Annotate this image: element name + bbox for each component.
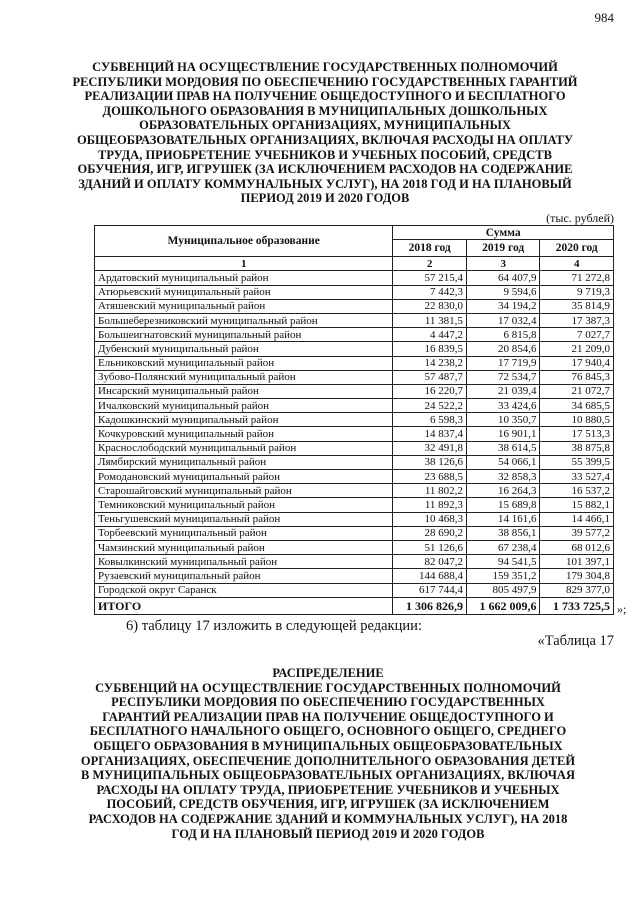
amount-2018: 10 468,3 — [393, 512, 467, 526]
amount-2019: 54 066,1 — [466, 455, 540, 469]
municipality-name: Краснослободский муниципальный район — [95, 441, 393, 455]
second-heading-title: РАСПРЕДЕЛЕНИЕ — [272, 666, 384, 680]
amount-2020: 34 685,5 — [540, 399, 614, 413]
amount-2019: 21 039,4 — [466, 384, 540, 398]
table-row — [95, 413, 614, 427]
amount-2018: 4 447,2 — [393, 328, 467, 342]
amount-2018: 32 491,8 — [393, 441, 467, 455]
municipality-name: Кочкуровский муниципальный район — [95, 427, 393, 441]
amount-2020: 38 875,8 — [540, 441, 614, 455]
amount-2018: 14 238,2 — [393, 356, 467, 370]
header-year-2018: 2018 год — [393, 240, 467, 257]
municipality-name: Лямбирский муниципальный район — [95, 455, 393, 469]
amount-2020: 17 387,3 — [540, 313, 614, 327]
municipality-name: Инсарский муниципальный район — [95, 384, 393, 398]
amount-2020: 68 012,6 — [540, 540, 614, 554]
amount-2018: 11 381,5 — [393, 313, 467, 327]
amount-2020: 17 513,3 — [540, 427, 614, 441]
table-row — [95, 512, 614, 526]
total-2018: 1 306 826,9 — [393, 597, 467, 614]
table-row — [95, 299, 614, 313]
amount-2018: 11 892,3 — [393, 498, 467, 512]
amount-2019: 16 264,3 — [466, 484, 540, 498]
amount-2020: 10 880,5 — [540, 413, 614, 427]
amount-2020: 55 399,5 — [540, 455, 614, 469]
amount-2020: 9 719,3 — [540, 285, 614, 299]
amount-2020: 14 466,1 — [540, 512, 614, 526]
amount-2020: 16 537,2 — [540, 484, 614, 498]
amount-2019: 72 534,7 — [466, 370, 540, 384]
amount-2019: 38 614,5 — [466, 441, 540, 455]
amount-2020: 179 304,8 — [540, 569, 614, 583]
amount-2018: 14 837,4 — [393, 427, 467, 441]
table-row — [95, 328, 614, 342]
amount-2019: 32 858,3 — [466, 470, 540, 484]
total-2020: 1 733 725,5 — [540, 597, 614, 614]
total-label: ИТОГО — [95, 597, 393, 614]
header-sum: Сумма — [393, 226, 614, 240]
amount-2018: 7 442,3 — [393, 285, 467, 299]
amount-2020: 17 940,4 — [540, 356, 614, 370]
column-number: 1 — [95, 257, 393, 271]
closing-quote: »; — [617, 602, 627, 616]
amount-2020: 35 814,9 — [540, 299, 614, 313]
amount-2018: 28 690,2 — [393, 526, 467, 540]
column-number: 3 — [466, 257, 540, 271]
column-number: 4 — [540, 257, 614, 271]
amount-2019: 805 497,9 — [466, 583, 540, 597]
amount-2020: 15 882,1 — [540, 498, 614, 512]
table-row — [95, 498, 614, 512]
amendment-paragraph: 6) таблицу 17 изложить в следующей редакции: — [126, 618, 422, 634]
amount-2019: 33 424,6 — [466, 399, 540, 413]
second-heading — [78, 666, 578, 841]
amount-2020: 21 072,7 — [540, 384, 614, 398]
amount-2019: 9 594,6 — [466, 285, 540, 299]
amount-2020: 7 027,7 — [540, 328, 614, 342]
amount-2019: 14 161,6 — [466, 512, 540, 526]
municipality-name: Ромодановский муниципальный район — [95, 470, 393, 484]
amount-2019: 38 856,1 — [466, 526, 540, 540]
table-row — [95, 540, 614, 554]
amount-2019: 6 815,8 — [466, 328, 540, 342]
units-label: (тыс. рублей) — [546, 211, 614, 225]
column-number: 2 — [393, 257, 467, 271]
amount-2018: 6 598,3 — [393, 413, 467, 427]
table-row — [95, 555, 614, 569]
table-row — [95, 427, 614, 441]
table-row — [95, 313, 614, 327]
municipality-name: Ельниковский муниципальный район — [95, 356, 393, 370]
amount-2020: 76 845,3 — [540, 370, 614, 384]
amount-2018: 57 215,4 — [393, 271, 467, 285]
amount-2018: 82 047,2 — [393, 555, 467, 569]
header-year-2019: 2019 год — [466, 240, 540, 257]
table-row — [95, 455, 614, 469]
amount-2018: 24 522,2 — [393, 399, 467, 413]
amount-2020: 101 397,1 — [540, 555, 614, 569]
amount-2018: 57 487,7 — [393, 370, 467, 384]
amount-2018: 23 688,5 — [393, 470, 467, 484]
table-row — [95, 526, 614, 540]
municipality-name: Темниковский муниципальный район — [95, 498, 393, 512]
amount-2018: 617 744,4 — [393, 583, 467, 597]
municipality-name: Атяшевский муниципальный район — [95, 299, 393, 313]
table-row — [95, 583, 614, 597]
amount-2019: 67 238,4 — [466, 540, 540, 554]
column-numbers-row — [95, 257, 614, 271]
amount-2018: 11 802,2 — [393, 484, 467, 498]
header-municipality: Муниципальное образование — [95, 226, 393, 257]
amount-2018: 38 126,6 — [393, 455, 467, 469]
municipality-name: Старошайговский муниципальный район — [95, 484, 393, 498]
table-row — [95, 441, 614, 455]
amount-2020: 21 209,0 — [540, 342, 614, 356]
municipality-name: Ичалковский муниципальный район — [95, 399, 393, 413]
section-heading: СУБВЕНЦИЙ НА ОСУЩЕСТВЛЕНИЕ ГОСУДАРСТВЕННЫХ ПОЛНОМОЧИЙ РЕСПУБЛИКИ МОРДОВИЯ ПО ОБЕСПЕЧЕНИЮ ГОСУДАРСТВЕННЫХ ГАРАНТИЙ РЕАЛИЗАЦИИ ПРАВ НА ПОЛУЧЕНИЕ ОБЩЕДОСТУПНОГО И БЕСПЛАТНОГО ДОШКОЛЬНОГО ОБРАЗОВАНИЯ В МУНИЦИПАЛЬНЫХ ДОШКОЛЬНЫХ ОБРАЗОВАТЕЛЬНЫХ ОРГАНИЗАЦИЯХ, МУНИЦИПАЛЬНЫХ ОБЩЕОБРАЗОВАТЕЛЬНЫХ ОРГАНИЗАЦИЯХ, ВКЛЮЧАЯ РАСХОДЫ НА ОПЛАТУ ТРУДА, ПРИОБРЕТЕНИЕ УЧЕБНИКОВ И УЧЕБНЫХ ПОСОБИЙ, СРЕДСТВ ОБУЧЕНИЯ, ИГР, ИГРУШЕК (ЗА ИСКЛЮЧЕНИЕМ РАСХОДОВ НА СОДЕРЖАНИЕ ЗДАНИЙ И ОПЛАТУ КОММУНАЛЬНЫХ УСЛУГ), НА 2018 ГОД И НА ПЛАНОВЫЙ ПЕРИОД 2019 И 2020 ГОДОВ — [72, 60, 578, 206]
table-row — [95, 342, 614, 356]
subsidy-table — [94, 225, 614, 615]
amount-2019: 16 901,1 — [466, 427, 540, 441]
municipality-name: Городской округ Саранск — [95, 583, 393, 597]
table-row — [95, 569, 614, 583]
second-heading-body: СУБВЕНЦИЙ НА ОСУЩЕСТВЛЕНИЕ ГОСУДАРСТВЕННЫХ ПОЛНОМОЧИЙ РЕСПУБЛИКИ МОРДОВИЯ ПО ОБЕСПЕЧЕНИЮ ГОСУДАРСТВЕННЫХ ГАРАНТИЙ РЕАЛИЗАЦИИ ПРАВ НА ПОЛУЧЕНИЕ ОБЩЕДОСТУПНОГО И БЕСПЛАТНОГО НАЧАЛЬНОГО ОБЩЕГО, ОСНОВНОГО ОБЩЕГО, СРЕДНЕГО ОБЩЕГО ОБРАЗОВАНИЯ В МУНИЦИПАЛЬНЫХ ОБЩЕОБРАЗОВАТЕЛЬНЫХ ОРГАНИЗАЦИЯХ, ОБЕСПЕЧЕНИЕ ДОПОЛНИТЕЛЬНОГО ОБРАЗОВАНИЯ ДЕТЕЙ В МУНИЦИПАЛЬНЫХ ОБЩЕОБРАЗОВАТЕЛЬНЫХ ОРГАНИЗАЦИЯХ, ВКЛЮЧАЯ РАСХОДЫ НА ОПЛАТУ ТРУДА, ПРИОБРЕТЕНИЕ УЧЕБНИКОВ И УЧЕБНЫХ ПОСОБИЙ, СРЕДСТВ ОБУЧЕНИЯ, ИГР, ИГРУШЕК (ЗА ИСКЛЮЧЕНИЕМ РАСХОДОВ НА СОДЕРЖАНИЕ ЗДАНИЙ И КОММУНАЛЬНЫХ УСЛУГ), НА 2018 ГОД И НА ПЛАНОВЫЙ ПЕРИОД 2019 И 2020 ГОДОВ — [80, 680, 576, 841]
municipality-name: Торбеевский муниципальный район — [95, 526, 393, 540]
municipality-name: Кадошкинский муниципальный район — [95, 413, 393, 427]
amount-2019: 10 350,7 — [466, 413, 540, 427]
table-row — [95, 384, 614, 398]
amount-2020: 71 272,8 — [540, 271, 614, 285]
amount-2019: 64 407,9 — [466, 271, 540, 285]
municipality-name: Зубово-Полянский муниципальный район — [95, 370, 393, 384]
table-row — [95, 285, 614, 299]
header-year-2020: 2020 год — [540, 240, 614, 257]
table-reference: «Таблица 17 — [537, 633, 614, 649]
amount-2019: 15 689,8 — [466, 498, 540, 512]
amount-2019: 20 854,6 — [466, 342, 540, 356]
table-row — [95, 484, 614, 498]
municipality-name: Рузаевский муниципальный район — [95, 569, 393, 583]
total-2019: 1 662 009,6 — [466, 597, 540, 614]
table-row — [95, 470, 614, 484]
amount-2020: 39 577,2 — [540, 526, 614, 540]
amount-2018: 51 126,6 — [393, 540, 467, 554]
municipality-name: Большеигнатовский муниципальный район — [95, 328, 393, 342]
municipality-name: Атюрьевский муниципальный район — [95, 285, 393, 299]
amount-2018: 16 839,5 — [393, 342, 467, 356]
amount-2018: 16 220,7 — [393, 384, 467, 398]
amount-2019: 159 351,2 — [466, 569, 540, 583]
municipality-name: Большеберезниковский муниципальный район — [95, 313, 393, 327]
table-row — [95, 356, 614, 370]
amount-2019: 94 541,5 — [466, 555, 540, 569]
amount-2019: 34 194,2 — [466, 299, 540, 313]
table-row — [95, 399, 614, 413]
municipality-name: Чамзинский муниципальный район — [95, 540, 393, 554]
amount-2018: 22 830,0 — [393, 299, 467, 313]
page-number: 984 — [594, 10, 614, 25]
amount-2020: 829 377,0 — [540, 583, 614, 597]
amount-2019: 17 032,4 — [466, 313, 540, 327]
amount-2020: 33 527,4 — [540, 470, 614, 484]
table-row — [95, 271, 614, 285]
municipality-name: Ардатовский муниципальный район — [95, 271, 393, 285]
amount-2018: 144 688,4 — [393, 569, 467, 583]
total-row — [95, 597, 614, 614]
municipality-name: Ковылкинский муниципальный район — [95, 555, 393, 569]
municipality-name: Дубенский муниципальный район — [95, 342, 393, 356]
amount-2019: 17 719,9 — [466, 356, 540, 370]
table-row — [95, 370, 614, 384]
municipality-name: Теньгушевский муниципальный район — [95, 512, 393, 526]
